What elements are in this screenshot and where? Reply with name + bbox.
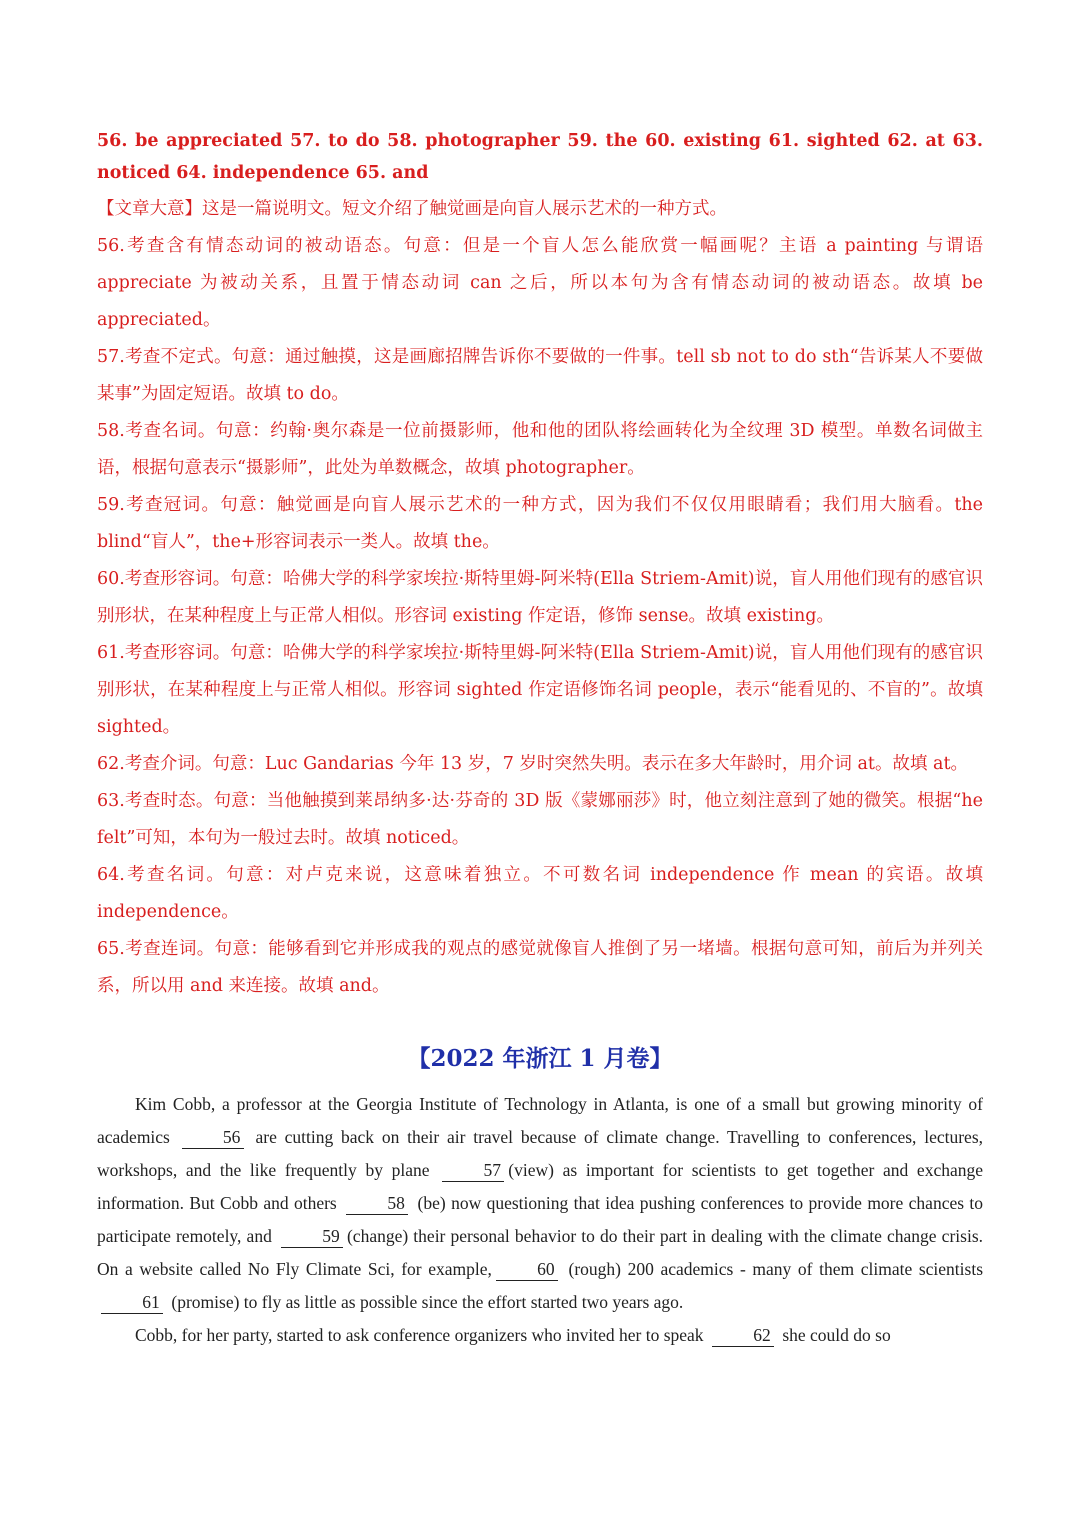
passage-text: Cobb, for her party, started to ask conference organizers who invited her to speak xyxy=(135,1325,704,1345)
article-summary: 【文章大意】这是一篇说明文。短文介绍了触觉画是向盲人展示艺术的一种方式。 xyxy=(97,199,727,219)
explanation-57: 57.考查不定式。句意：通过触摸，这是画廊招牌告诉你不要做的一件事。tell sb not to do sth“告诉某人不要做某事”为固定短语。故填 to do。 xyxy=(97,347,983,404)
blank-59: 59 xyxy=(281,1225,343,1248)
passage-text: Kim Cobb, a professor at the Georgia Institute of Technology in Atlanta, is one of a small but growing minority of academics xyxy=(97,1094,983,1147)
answer-section xyxy=(97,125,983,1005)
passage-text: (change) their personal behavior to do their part in dealing with the climate change crisis. On a website called No Fly Climate Sci, for example, xyxy=(97,1226,984,1279)
passage-text: she could do so xyxy=(782,1325,891,1345)
passage-text: are cutting back on their air travel because of climate change. Travelling to conferences, lectures, workshops, and the like frequently by plane xyxy=(97,1127,984,1180)
blank-62: 62 xyxy=(712,1324,774,1347)
blank-58: 58 xyxy=(346,1192,408,1215)
passage-text: (rough) 200 academics - many of them climate scientists xyxy=(568,1259,984,1279)
explanation-59: 59.考查冠词。句意：触觉画是向盲人展示艺术的一种方式，因为我们不仅仅用眼睛看；我们用大脑看。the blind“盲人”，the+形容词表示一类人。故填 the。 xyxy=(97,495,983,552)
blank-61: 61 xyxy=(101,1291,163,1314)
section-title: 【2022 年浙江 1 月卷】 xyxy=(407,1045,673,1072)
passage-text: (view) as important for scientists to get together and exchange information. But Cobb and others xyxy=(97,1160,984,1213)
blank-60: 60 xyxy=(496,1258,558,1281)
passage-text: (be) now questioning that idea pushing conferences to provide more chances to participate remotely, and xyxy=(97,1193,984,1246)
blank-56: 56 xyxy=(182,1126,244,1149)
explanation-60: 60.考查形容词。句意：哈佛大学的科学家埃拉·斯特里姆-阿米特(Ella Striem-Amit)说，盲人用他们现有的感官识别形状，在某种程度上与正常人相似。形容词 existing 作定语，修饰 sense。故填 existing。 xyxy=(97,569,983,626)
passage-text: (promise) to fly as little as possible since the effort started two years ago. xyxy=(171,1292,684,1312)
passage-paragraph-1 xyxy=(97,1088,983,1319)
blank-57: 57 xyxy=(442,1159,504,1182)
reading-passage xyxy=(97,1088,983,1352)
explanation-63: 63.考查时态。句意：当他触摸到莱昂纳多·达·芬奇的 3D 版《蒙娜丽莎》时，他立刻注意到了她的微笑。根据“he felt”可知，本句为一般过去时。故填 noticed。 xyxy=(97,791,983,848)
passage-paragraph-2 xyxy=(97,1319,983,1352)
explanation-56: 56.考查含有情态动词的被动语态。句意：但是一个盲人怎么能欣赏一幅画呢？主语 a painting 与谓语 appreciate 为被动关系，且置于情态动词 can 之后，所以本句为含有情态动词的被动语态。故填 be appreciated。 xyxy=(97,236,983,330)
explanation-62: 62.考查介词。句意：Luc Gandarias 今年 13 岁，7 岁时突然失明。表示在多大年龄时，用介词 at。故填 at。 xyxy=(97,754,968,774)
answer-key: 56. be appreciated 57. to do 58. photographer 59. the 60. existing 61. sighted 62. at 63. noticed 64. independence 65. and xyxy=(97,131,983,183)
explanation-58: 58.考查名词。句意：约翰·奥尔森是一位前摄影师，他和他的团队将绘画转化为全纹理 3D 模型。单数名词做主语，根据句意表示“摄影师”，此处为单数概念，故填 photographer。 xyxy=(97,421,983,478)
explanation-61: 61.考查形容词。句意：哈佛大学的科学家埃拉·斯特里姆-阿米特(Ella Striem-Amit)说，盲人用他们现有的感官识别形状，在某种程度上与正常人相似。形容词 sighted 作定语修饰名词 people，表示“能看见的、不盲的”。故填 sighted。 xyxy=(97,643,983,737)
explanation-65: 65.考查连词。句意：能够看到它并形成我的观点的感觉就像盲人推倒了另一堵墙。根据句意可知，前后为并列关系，所以用 and 来连接。故填 and。 xyxy=(97,939,983,996)
explanation-64: 64.考查名词。句意：对卢克来说，这意味着独立。不可数名词 independence 作 mean 的宾语。故填 independence。 xyxy=(97,865,983,922)
